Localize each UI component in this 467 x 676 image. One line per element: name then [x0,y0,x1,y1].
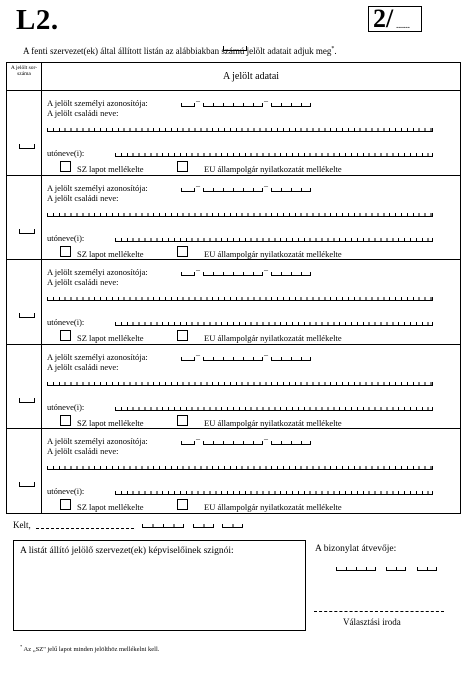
id-field-part1[interactable] [181,188,195,192]
page-title: L2. [16,4,59,36]
id-dash: – [264,180,268,190]
intro-before: A fenti szervezet(ek) által állított listán az alábbiakban [23,46,220,56]
page-number-box [368,6,422,32]
candidate-row [7,91,460,176]
eu-declaration-label: EU állampolgár nyilatkozatát mellékelte [204,417,342,428]
kelt-label: Kelt, [13,520,31,530]
family-name-field[interactable] [47,466,433,470]
family-name-field[interactable] [47,213,433,217]
kelt-year-field[interactable] [142,524,184,528]
receipt-day-field[interactable] [417,567,437,571]
id-field-part3[interactable] [271,103,311,107]
given-name-field[interactable] [115,407,433,411]
candidate-row [7,345,460,430]
candidate-table [6,62,461,514]
footnote [20,644,159,653]
row-number-field[interactable] [19,398,35,403]
candidate-count-field[interactable] [223,46,247,51]
intro-footnote-mark: * [331,46,335,52]
given-name-field[interactable] [115,153,433,157]
id-field-part2[interactable] [203,188,263,192]
given-name-label: utóneve(i): [47,232,85,243]
id-label: A jelölt személyi azonosítója: [47,436,148,446]
given-name-label: utóneve(i): [47,148,85,158]
signature-label: A listát állító jelölő szervezet(ek) képviselőinek szignói: [20,546,234,556]
receipt-label: A bizonylat átvevője: [315,544,397,554]
sz-attached-checkbox[interactable] [60,330,71,341]
id-dash: – [196,96,200,105]
intro-text [23,46,337,56]
candidate-row [7,429,460,514]
kelt-place-field[interactable] [36,522,134,529]
id-field-part1[interactable] [181,272,195,276]
kelt-month-field[interactable] [193,524,214,528]
header-candidate-data: A jelölt adatai [222,71,280,82]
intro-after: számú jelölt adatait adjuk meg [221,46,332,56]
family-name-label: A jelölt családi neve: [47,192,119,203]
sz-attached-checkbox[interactable] [60,246,71,257]
id-field-part2[interactable] [203,103,263,107]
candidate-row [7,260,460,345]
id-field-part2[interactable] [203,357,263,361]
given-name-label: utóneve(i): [47,317,85,327]
sz-attached-label: SZ lapot mellékelte [77,248,144,259]
family-name-label: A jelölt családi neve: [47,277,119,287]
intro-end: . [334,46,337,56]
sz-attached-label: SZ lapot mellékelte [77,417,144,428]
sz-attached-checkbox[interactable] [60,415,71,426]
receipt-signature-line[interactable] [314,611,444,612]
id-dash: – [196,349,200,359]
id-field-part2[interactable] [203,272,263,276]
id-dash: – [196,265,200,274]
sz-attached-label: SZ lapot mellékelte [77,164,144,174]
row-number-field[interactable] [19,144,35,149]
id-field-part3[interactable] [271,272,311,276]
id-label: A jelölt személyi azonosítója: [47,267,148,277]
header-row-number: A jelölt sor-száma [10,65,38,77]
kelt-day-field[interactable] [222,524,243,528]
id-dash: – [196,434,200,443]
eu-declaration-label: EU állampolgár nyilatkozatát mellékelte [204,248,342,259]
id-dash: – [196,180,200,190]
row-number-field[interactable] [19,482,35,487]
id-field-part1[interactable] [181,103,195,107]
id-field-part3[interactable] [271,188,311,192]
footnote-text: Az „SZ" jelű lapot minden jelölthöz mellékelni kell. [23,646,160,654]
family-name-label: A jelölt családi neve: [47,108,119,118]
id-dash: – [264,96,268,105]
family-name-field[interactable] [47,297,433,301]
signature-box[interactable] [13,540,306,631]
office-label: Választási iroda [343,617,401,627]
family-name-field[interactable] [47,128,433,132]
eu-declaration-checkbox[interactable] [177,415,188,426]
sz-attached-checkbox[interactable] [60,499,71,510]
candidate-row [7,176,460,261]
family-name-label: A jelölt családi neve: [47,361,119,372]
given-name-label: utóneve(i): [47,401,85,412]
id-dash: – [264,434,268,443]
eu-declaration-label: EU állampolgár nyilatkozatát mellékelte [204,502,342,512]
id-field-part1[interactable] [181,357,195,361]
page-number-dots: ....... [396,20,410,30]
id-field-part2[interactable] [203,441,263,445]
footnote-mark: * [20,644,23,649]
eu-declaration-checkbox[interactable] [177,246,188,257]
id-dash: – [264,349,268,359]
eu-declaration-label: EU állampolgár nyilatkozatát mellékelte [204,333,342,343]
page-number: 2/ [373,4,394,33]
id-dash: – [264,265,268,274]
given-name-field[interactable] [115,491,433,495]
row-number-field[interactable] [19,229,35,234]
sz-attached-checkbox[interactable] [60,161,71,172]
id-label: A jelölt személyi azonosítója: [47,182,148,193]
given-name-field[interactable] [115,322,433,326]
family-name-field[interactable] [47,382,433,386]
eu-declaration-checkbox[interactable] [177,161,188,172]
receipt-year-field[interactable] [336,567,376,571]
sz-attached-label: SZ lapot mellékelte [77,333,144,343]
id-field-part1[interactable] [181,441,195,445]
id-field-part3[interactable] [271,441,311,445]
id-label: A jelölt személyi azonosítója: [47,351,148,362]
eu-declaration-label: EU állampolgár nyilatkozatát mellékelte [204,164,342,174]
family-name-label: A jelölt családi neve: [47,446,119,456]
row-number-field[interactable] [19,313,35,318]
eu-declaration-checkbox[interactable] [177,499,188,510]
given-name-field[interactable] [115,238,433,242]
given-name-label: utóneve(i): [47,486,85,496]
eu-declaration-checkbox[interactable] [177,330,188,341]
receipt-month-field[interactable] [386,567,406,571]
sz-attached-label: SZ lapot mellékelte [77,502,144,512]
id-label: A jelölt személyi azonosítója: [47,98,148,108]
id-field-part3[interactable] [271,357,311,361]
